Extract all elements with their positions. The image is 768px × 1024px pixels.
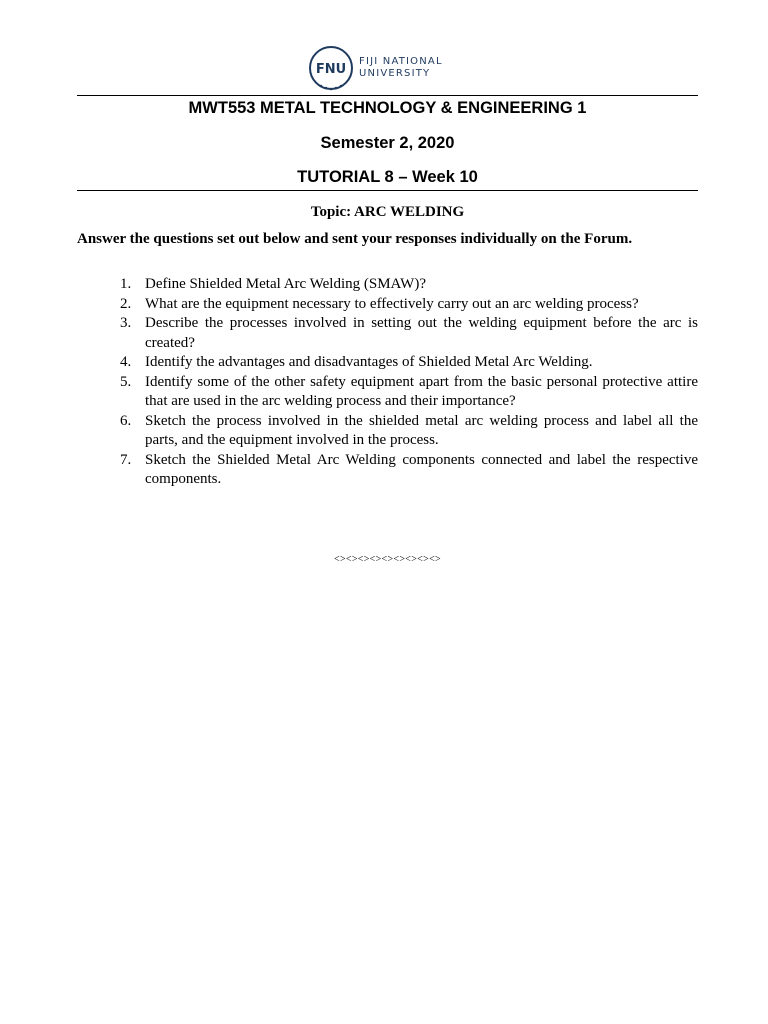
university-logo <box>307 44 467 94</box>
course-title: MWT553 METAL TECHNOLOGY & ENGINEERING 1 <box>188 99 587 117</box>
question-number: 3. <box>120 315 132 331</box>
question-item <box>77 353 698 373</box>
question-item <box>77 275 698 295</box>
question-text: Identify some of the other safety equipment apart from the basic personal protective attire that are used in the arc welding process and their importance? <box>145 373 698 409</box>
question-number: 5. <box>120 373 132 390</box>
top-rule <box>77 95 698 96</box>
instructions-text: Answer the questions set out below and sent your responses individually on the Forum. <box>77 231 633 247</box>
question-number: 1. <box>120 276 132 292</box>
question-number: 7. <box>120 451 132 468</box>
logo-mark-text: FNU <box>315 62 347 77</box>
question-number: 4. <box>120 354 132 370</box>
logo-line-1: FIJI NATIONAL <box>359 56 443 67</box>
question-list <box>77 275 698 490</box>
topic-heading: Topic: ARC WELDING <box>310 204 465 220</box>
question-item <box>77 295 698 315</box>
end-separator: <><><><><><><><><> <box>334 554 441 565</box>
logo-line-2: UNIVERSITY <box>359 68 431 79</box>
question-number: 6. <box>120 412 132 429</box>
question-item <box>77 451 698 490</box>
question-text: Sketch the Shielded Metal Arc Welding components connected and label the respective components. <box>145 451 698 487</box>
semester-title: Semester 2, 2020 <box>320 134 455 152</box>
question-text: What are the equipment necessary to effectively carry out an arc welding process? <box>145 295 639 312</box>
bottom-rule <box>77 190 698 191</box>
question-item <box>77 412 698 451</box>
question-item <box>77 373 698 412</box>
question-text: Identify the advantages and disadvantages of Shielded Metal Arc Welding. <box>145 354 593 370</box>
fnu-logo-icon <box>307 44 355 92</box>
question-item <box>77 314 698 353</box>
question-number: 2. <box>120 295 132 312</box>
question-text: Describe the processes involved in setting out the welding equipment before the arc is created? <box>145 315 698 351</box>
question-text: Sketch the process involved in the shielded metal arc welding process and label all the parts, and the equipment involved in the process. <box>145 412 698 448</box>
question-text: Define Shielded Metal Arc Welding (SMAW)? <box>145 276 426 292</box>
tutorial-title: TUTORIAL 8 – Week 10 <box>297 168 478 186</box>
